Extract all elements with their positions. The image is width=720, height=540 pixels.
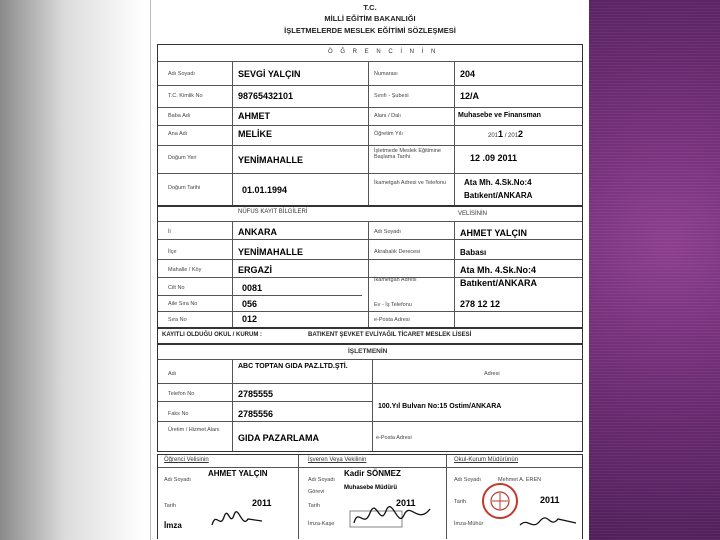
relation-label: Akrabalık Derecesi bbox=[374, 249, 421, 255]
volume-no-value: 0081 bbox=[242, 283, 263, 293]
parent-address-label: İkametgah Adresi bbox=[374, 277, 417, 283]
business-fax-value: 2785556 bbox=[238, 409, 274, 419]
principal-sig-name: Mehmet A. EREN bbox=[498, 477, 542, 483]
business-name-label: Adı bbox=[168, 371, 177, 377]
school-seal-icon bbox=[480, 481, 520, 521]
order-no-value: 012 bbox=[242, 314, 258, 324]
birthdate-label: Doğum Tarihi bbox=[168, 185, 201, 191]
parent-name-value: AHMET YALÇIN bbox=[460, 228, 528, 238]
district-value: YENİMAHALLE bbox=[238, 247, 303, 257]
student-name-label: Adı Soyadı bbox=[168, 71, 195, 77]
parent-name-label: Adı Soyadı bbox=[374, 229, 401, 235]
neighborhood-label: Mahalle / Köy bbox=[168, 267, 202, 273]
employer-duty-value: Muhasebe Müdürü bbox=[344, 485, 398, 491]
student-number-value: 204 bbox=[460, 69, 476, 79]
parent-signature-scribble bbox=[208, 509, 268, 531]
field-label: Alanı / Dalı bbox=[374, 113, 401, 119]
father-name-value: AHMET bbox=[238, 111, 270, 121]
mother-name-label: Ana Adı bbox=[168, 131, 188, 137]
school-label: KAYITLI OLDUĞU OKUL / KURUM : bbox=[162, 332, 262, 338]
employer-stamp-label: İmza-Kaşe bbox=[308, 521, 335, 527]
parent-sig-name: AHMET YALÇIN bbox=[208, 469, 268, 478]
employer-sig-name: Kadir SÖNMEZ bbox=[344, 469, 401, 478]
student-id-value: 98765432101 bbox=[238, 91, 294, 101]
signatures-section bbox=[157, 454, 583, 539]
principal-date-label: Tarih bbox=[454, 499, 466, 505]
employer-signature-title: İşveren Veya Vekilinin bbox=[308, 457, 367, 463]
parent-date-label: Tarih bbox=[164, 503, 176, 509]
school-row bbox=[157, 328, 583, 344]
school-value: BATIKENT ŞEVKET EVLİYAĞIL TİCARET MESLEK LİSESİ bbox=[308, 332, 472, 338]
parent-signature-title: Öğrenci Velisinin bbox=[164, 457, 209, 463]
mother-name-value: MELİKE bbox=[238, 129, 273, 139]
service-area-value: GIDA PAZARLAMA bbox=[238, 433, 319, 443]
school-year-value: 2011 / 2012 bbox=[488, 129, 524, 139]
business-section bbox=[157, 344, 583, 452]
start-date-value: 12 .09 2011 bbox=[470, 153, 518, 163]
parent-address-value-1: Ata Mh. 4.Sk.No:4 bbox=[460, 265, 537, 275]
principal-date-value: 2011 bbox=[540, 495, 560, 505]
employer-stamp-signature bbox=[344, 501, 434, 535]
header-title: İŞLETMELERDE MESLEK EĞİTİMİ SÖZLEŞMESİ bbox=[284, 26, 456, 35]
volume-no-label: Cilt No bbox=[168, 285, 185, 291]
father-name-label: Baba Adı bbox=[168, 113, 191, 119]
family-no-label: Aile Sıra No bbox=[168, 301, 198, 307]
principal-signature-title: Okul-Kurum Müdürünün bbox=[454, 457, 519, 463]
business-phone-value: 2785555 bbox=[238, 389, 274, 399]
student-name-value: SEVGİ YALÇIN bbox=[238, 69, 301, 79]
business-phone-label: Telefon No bbox=[168, 391, 195, 397]
business-email-label: e-Posta Adresi bbox=[376, 435, 412, 441]
student-id-label: T.C. Kimlik No bbox=[168, 93, 203, 99]
principal-name-sig-label: Adı Soyadı bbox=[454, 477, 481, 483]
province-value: ANKARA bbox=[238, 227, 277, 237]
parent-date-value: 2011 bbox=[252, 498, 272, 508]
residence-value-1: Ata Mh. 4.Sk.No:4 bbox=[464, 178, 532, 187]
parent-sign-label: İmza bbox=[164, 521, 182, 530]
parent-phone-label: Ev - İş Telefonu bbox=[374, 302, 412, 308]
relation-value: Babası bbox=[460, 248, 487, 257]
principal-signature-scribble bbox=[518, 513, 578, 533]
birthdate-value: 01.01.1994 bbox=[242, 185, 288, 195]
service-area-label: Üretim / Hizmet Alanı bbox=[168, 427, 220, 433]
employer-date-value: 2011 bbox=[396, 498, 416, 508]
residence-label: İkametgah Adresi ve Telefonu bbox=[374, 180, 447, 186]
employer-duty-label: Görevi bbox=[308, 489, 325, 495]
student-section bbox=[157, 44, 583, 206]
header-line-1: T.C. bbox=[363, 3, 377, 12]
neighborhood-value: ERGAZİ bbox=[238, 265, 273, 275]
birthplace-label: Doğum Yeri bbox=[168, 155, 197, 161]
business-name-value: ABC TOPTAN GIDA PAZ.LTD.ŞTİ. bbox=[238, 363, 348, 370]
background-decoration bbox=[588, 0, 720, 540]
parent-phone-value: 278 12 12 bbox=[460, 299, 501, 309]
residence-value-2: Batıkent/ANKARA bbox=[464, 191, 533, 200]
district-label: İlçe bbox=[168, 249, 177, 255]
parent-email-label: e-Posta Adresi bbox=[374, 317, 410, 323]
province-label: İl bbox=[168, 229, 171, 235]
business-section-title: İŞLETMENİN bbox=[348, 348, 388, 355]
school-year-label: Öğretim Yılı bbox=[374, 131, 403, 137]
parent-name-sig-label: Adı Soyadı bbox=[164, 477, 191, 483]
employer-date-label: Tarih bbox=[308, 503, 320, 509]
class-value: 12/A bbox=[460, 91, 480, 101]
principal-seal-label: İmza-Mühür bbox=[454, 521, 484, 527]
start-date-label: İşletmede Meslek Eğitimine Başlama Tarihi bbox=[374, 148, 441, 160]
parent-title: VELİSİNİN bbox=[458, 211, 488, 217]
business-address-label: Adresi bbox=[484, 371, 500, 377]
class-label: Sınıfı - Şubesi bbox=[374, 93, 409, 99]
business-fax-label: Faks No bbox=[168, 411, 189, 417]
contract-document bbox=[150, 0, 589, 540]
order-no-label: Sıra No bbox=[168, 317, 187, 323]
registry-title: NÜFUS KAYIT BİLGİLERİ bbox=[238, 209, 308, 215]
birthplace-value: YENİMAHALLE bbox=[238, 155, 303, 165]
parent-address-value-2: Batıkent/ANKARA bbox=[460, 278, 538, 288]
student-number-label: Numarası bbox=[374, 71, 398, 77]
field-value: Muhasebe ve Finansman bbox=[458, 112, 541, 119]
employer-name-sig-label: Adı Soyadı bbox=[308, 477, 335, 483]
family-no-value: 056 bbox=[242, 299, 258, 309]
header-line-2: MİLLİ EĞİTİM BAKANLIĞI bbox=[324, 14, 416, 23]
business-address-value: 100.Yıl Bulvarı No:15 Ostim/ANKARA bbox=[378, 403, 502, 410]
registry-section bbox=[157, 206, 583, 328]
student-section-title: Ö Ğ R E N C İ N İ N bbox=[328, 49, 439, 55]
